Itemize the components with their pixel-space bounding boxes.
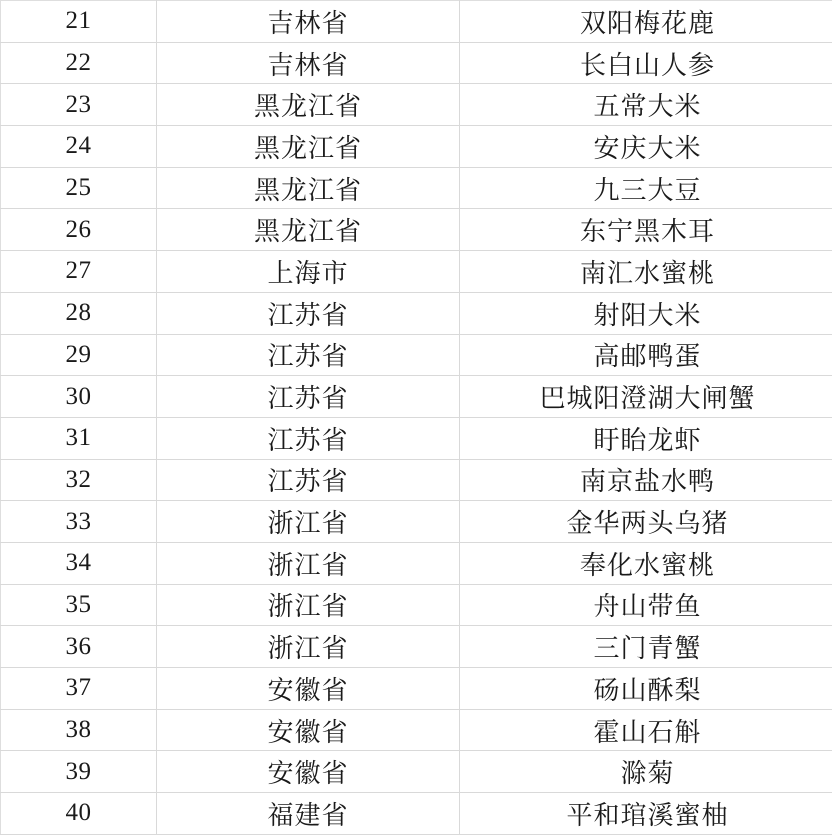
cell-province: 浙江省 [157, 626, 460, 668]
table-row [1, 376, 832, 418]
cell-product: 金华两头乌猪 [460, 501, 832, 543]
cell-province: 吉林省 [157, 42, 460, 84]
cell-province: 吉林省 [157, 1, 460, 43]
cell-index: 30 [1, 376, 157, 418]
table-row [1, 292, 832, 334]
cell-province: 江苏省 [157, 376, 460, 418]
cell-product: 南京盐水鸭 [460, 459, 832, 501]
cell-index: 23 [1, 84, 157, 126]
cell-index: 33 [1, 501, 157, 543]
cell-province: 安徽省 [157, 751, 460, 793]
table-row [1, 167, 832, 209]
cell-province: 江苏省 [157, 417, 460, 459]
table-row [1, 42, 832, 84]
table-row [1, 126, 832, 168]
cell-province: 福建省 [157, 793, 460, 835]
table-row [1, 626, 832, 668]
cell-product: 滁菊 [460, 751, 832, 793]
cell-product: 霍山石斛 [460, 709, 832, 751]
cell-product: 射阳大米 [460, 292, 832, 334]
cell-index: 25 [1, 167, 157, 209]
cell-index: 21 [1, 1, 157, 43]
cell-index: 40 [1, 793, 157, 835]
cell-product: 平和琯溪蜜柚 [460, 793, 832, 835]
table-row [1, 793, 832, 835]
cell-index: 24 [1, 126, 157, 168]
cell-province: 黑龙江省 [157, 84, 460, 126]
table-row [1, 751, 832, 793]
cell-product: 砀山酥梨 [460, 668, 832, 710]
cell-province: 安徽省 [157, 668, 460, 710]
cell-product: 舟山带鱼 [460, 584, 832, 626]
table-row [1, 542, 832, 584]
cell-index: 22 [1, 42, 157, 84]
table-row [1, 334, 832, 376]
cell-index: 35 [1, 584, 157, 626]
cell-index: 39 [1, 751, 157, 793]
cell-index: 27 [1, 251, 157, 293]
cell-product: 南汇水蜜桃 [460, 251, 832, 293]
cell-index: 29 [1, 334, 157, 376]
cell-index: 26 [1, 209, 157, 251]
cell-province: 浙江省 [157, 501, 460, 543]
table-row [1, 459, 832, 501]
cell-product: 双阳梅花鹿 [460, 1, 832, 43]
cell-product: 东宁黑木耳 [460, 209, 832, 251]
table-row [1, 251, 832, 293]
cell-product: 盱眙龙虾 [460, 417, 832, 459]
cell-product: 高邮鸭蛋 [460, 334, 832, 376]
cell-index: 36 [1, 626, 157, 668]
table-row [1, 417, 832, 459]
cell-province: 安徽省 [157, 709, 460, 751]
cell-product: 三门青蟹 [460, 626, 832, 668]
cell-province: 上海市 [157, 251, 460, 293]
cell-index: 31 [1, 417, 157, 459]
cell-province: 江苏省 [157, 334, 460, 376]
table-body [1, 1, 832, 835]
cell-province: 黑龙江省 [157, 126, 460, 168]
cell-index: 37 [1, 668, 157, 710]
cell-index: 28 [1, 292, 157, 334]
table-row [1, 709, 832, 751]
cell-product: 安庆大米 [460, 126, 832, 168]
cell-index: 38 [1, 709, 157, 751]
cell-province: 浙江省 [157, 542, 460, 584]
table-row [1, 584, 832, 626]
table-row [1, 209, 832, 251]
table-row [1, 501, 832, 543]
cell-product: 奉化水蜜桃 [460, 542, 832, 584]
cell-index: 34 [1, 542, 157, 584]
cell-product: 长白山人参 [460, 42, 832, 84]
cell-province: 浙江省 [157, 584, 460, 626]
cell-province: 黑龙江省 [157, 209, 460, 251]
cell-province: 江苏省 [157, 292, 460, 334]
cell-product: 巴城阳澄湖大闸蟹 [460, 376, 832, 418]
cell-product: 五常大米 [460, 84, 832, 126]
table-row [1, 668, 832, 710]
table-row [1, 1, 832, 43]
table-row [1, 84, 832, 126]
cell-index: 32 [1, 459, 157, 501]
cell-province: 黑龙江省 [157, 167, 460, 209]
cell-product: 九三大豆 [460, 167, 832, 209]
cell-province: 江苏省 [157, 459, 460, 501]
